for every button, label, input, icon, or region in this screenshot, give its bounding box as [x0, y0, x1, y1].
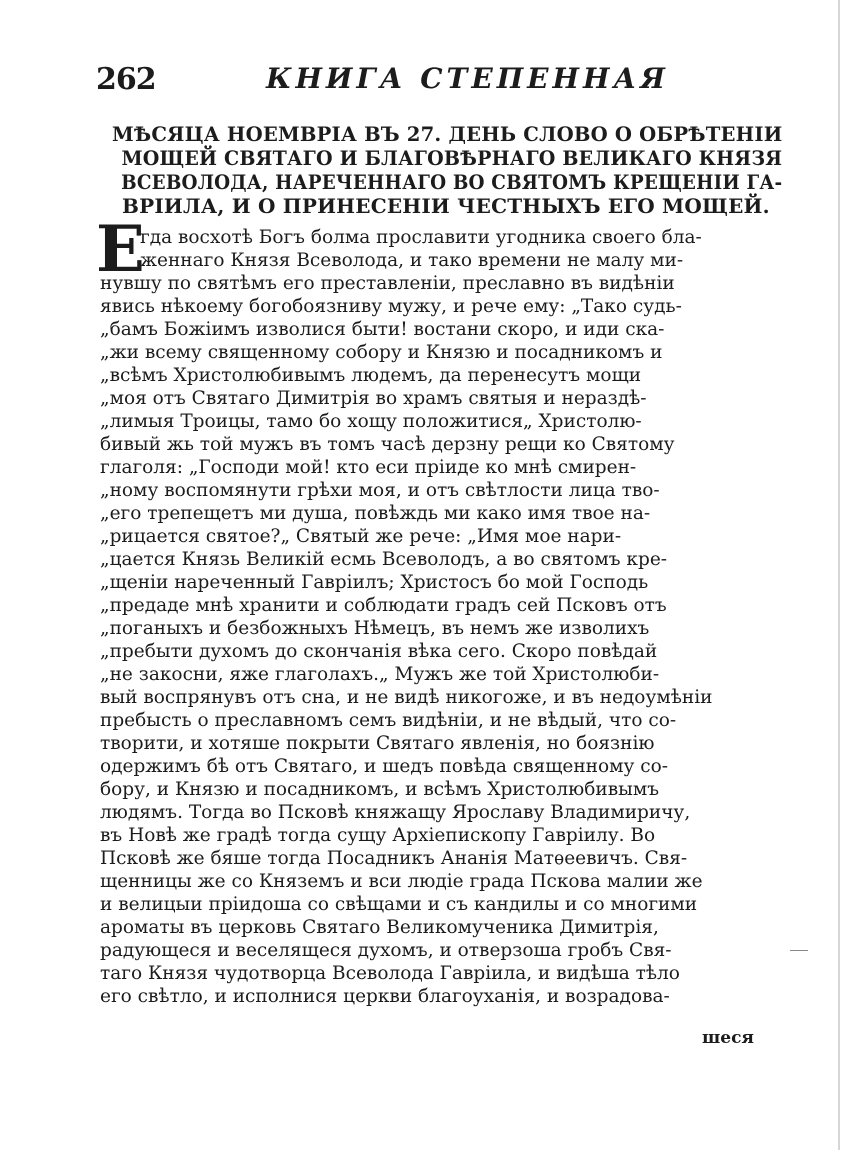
text-line: одержимъ бѣ отъ Святаго, и шедъ повѣда священному со- — [100, 756, 669, 777]
text-line: „бамъ Божіимъ изволися быти! востани скоро, и иди ска- — [100, 319, 665, 340]
body-text — [96, 212, 776, 1008]
text-line: глаголя: „Господи мой! кто еси пріиде ко мнѣ смирен- — [100, 457, 637, 478]
text-line: „поганыхъ и безбожныхъ Нѣмецъ, въ немъ же изволихъ — [100, 618, 650, 639]
page-number: 262 — [96, 62, 156, 97]
text-line: „не закосни, яже глаголахъ.„ Мужъ же той Христолюби- — [100, 664, 660, 685]
heading-line: ВСЕВОЛОДА, НАРЕЧЕННАГО ВО СВЯТОМЪ КРЕЩЕНІИ ГА- — [121, 170, 783, 194]
text-line: и велицыи пріидоша со свѣщами и съ кандилы и со многими — [100, 894, 698, 915]
text-line: „рицается святое?„ Святый же рече: „Имя мое нари- — [100, 526, 622, 547]
chapter-heading — [112, 122, 782, 218]
text-line: бору, и Князю и посадникомъ, и всѣмъ Христолюбивымъ — [100, 779, 660, 800]
text-line: „жи всему священному собору и Князю и посадникомъ и — [100, 342, 663, 363]
text-line: его свѣтло, и исполнися церкви благоуханія, и возрадова- — [100, 986, 670, 1007]
text-line: „моя отъ Святаго Димитрія во храмъ святыя и нераздѣ- — [100, 388, 647, 409]
heading-line: МѢСЯЦА НОЕМВРІА ВЪ 27. ДЕНЬ СЛОВО О ОБРѢТЕНІИ — [112, 122, 783, 146]
text-line: гда восхотѣ Богъ болма прославити угодника своего бла- — [140, 227, 702, 248]
text-line: нувшу по святѣмъ его преставленіи, преславно въ видѣніи — [100, 273, 675, 294]
heading-line: МОЩЕЙ СВЯТАГО И БЛАГОВѢРНАГО ВЕЛИКАГО КНЯЗЯ — [121, 146, 783, 170]
catchword: шеся — [702, 1028, 754, 1048]
text-line: пребысть о преславномъ семъ видѣніи, и не вѣдый, что со- — [100, 710, 677, 731]
text-line: „предаде мнѣ хранити и соблюдати градъ сей Псковъ отъ — [100, 595, 667, 616]
text-line: Псковѣ же бяше тогда Посадникъ Ананія Матѳеевичъ. Свя- — [100, 848, 688, 869]
text-line: „лимыя Троицы, тамо бо хощу положитися„ Христолю- — [100, 411, 642, 432]
heading-line: ВРІИЛА, И О ПРИНЕСЕНІИ ЧЕСТНЫХЪ ЕГО МОЩЕЙ. — [122, 194, 770, 218]
text-line: женнаго Князя Всеволода, и тако времени не малу ми- — [140, 250, 684, 271]
text-line: въ Новѣ же градѣ тогда сущу Архіепископу Гавріилу. Во — [100, 825, 656, 846]
text-line: бивый жь той мужъ въ томъ часѣ дерзну рещи ко Святому — [100, 434, 675, 455]
text-line: радующеся и веселящеся духомъ, и отверзоша гробъ Свя- — [100, 940, 672, 961]
text-line: „всѣмъ Христолюбивымъ людемъ, да перенесутъ мощи — [100, 365, 642, 386]
text-line: таго Князя чудотворца Всеволода Гавріила, и видѣша тѣло — [100, 963, 680, 984]
text-line: „ному воспомянути грѣхи моя, и отъ свѣтлости лица тво- — [100, 480, 660, 501]
text-line: „пребыти духомъ до скончанія вѣка сего. Скоро повѣдай — [100, 641, 658, 662]
text-line: щенницы же со Княземъ и вси людіе града Пскова малии же — [100, 871, 703, 892]
text-line: явись нѣкоему богобоязниву мужу, и рече ему: „Тако судь- — [100, 296, 682, 317]
running-head — [96, 58, 776, 98]
page-edge-line — [838, 0, 840, 1150]
running-title: КНИГА СТЕПЕННАЯ — [266, 62, 669, 95]
text-line: „цается Князь Великій есмь Всеволодъ, а во святомъ кре- — [100, 549, 668, 570]
text-line: „его трепещетъ ми душа, повѣждь ми како имя твое на- — [100, 503, 651, 524]
text-line: людямъ. Тогда во Псковѣ княжащу Ярославу Владимиричу, — [100, 802, 691, 823]
margin-mark — [790, 950, 808, 951]
text-line: творити, и хотяше покрыти Святаго явленія, но боязнію — [100, 733, 655, 754]
text-line: „щеніи нареченный Гавріилъ; Христосъ бо мой Господь — [100, 572, 649, 593]
text-line: вый воспрянувъ отъ сна, и не видѣ никогоже, и въ недоумѣніи — [100, 687, 713, 708]
text-line: ароматы въ церковь Святаго Великомученика Димитрія, — [100, 917, 659, 938]
drop-cap: Е — [96, 212, 145, 287]
